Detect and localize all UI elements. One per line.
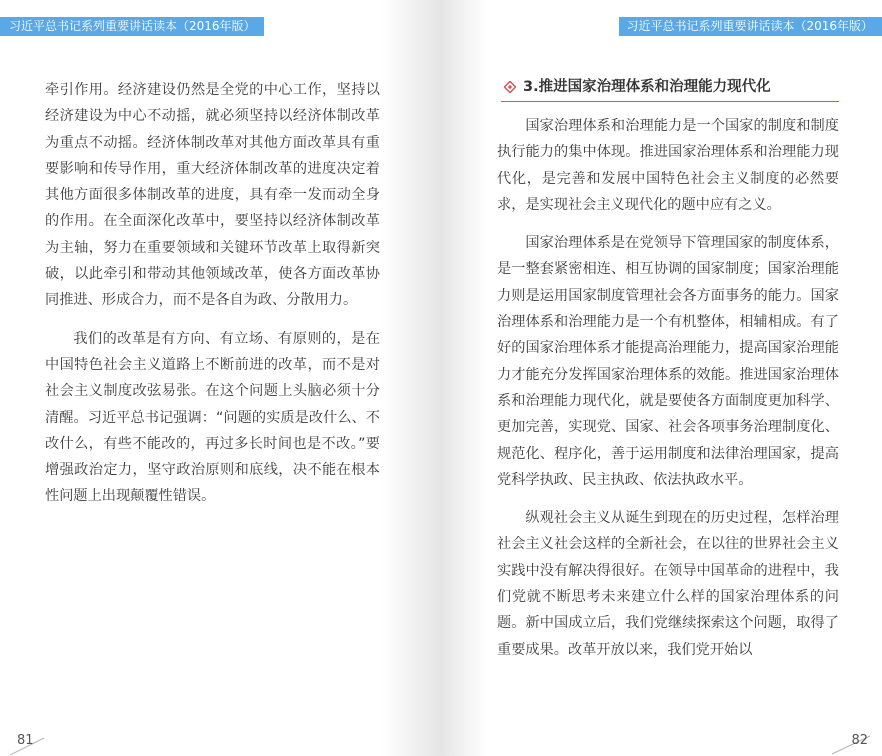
running-header: 习近平总书记系列重要讲话读本（2016年版） [0,17,264,36]
gutter-shadow [441,0,486,756]
running-header: 习近平总书记系列重要讲话读本（2016年版） [619,17,882,36]
section-heading-text: 3.推进国家治理体系和治理能力现代化 [523,79,771,95]
right-page [441,0,882,756]
page-number: 81 [17,733,34,748]
left-body-text [45,77,380,522]
paragraph: 国家治理体系是在党领导下管理国家的制度体系，是一整套紧密相连、相互协调的国家制度；国家治理能力则是运用国家制度管理社会各方面事务的能力。国家治理体系和治理能力是一个有机整体，相辅相成。有了好的国家治理体系才能提高治理能力，提高国家治理能力才能充分发挥国家治理体系的效能。推进国家治理体系和治理能力现代化，就是要使各方面制度更加科学、更加完善，实现党、国家、社会各项事务治理制度化、规范化、程序化，善于运用制度和法律治理国家，提高党科学执政、民主执政、依法执政水平。 [497,235,839,488]
section-heading [501,77,839,102]
paragraph: 我们的改革是有方向、有立场、有原则的，是在中国特色社会主义道路上不断前进的改革，而不是对社会主义制度改弦易张。在这个问题上头脑必须十分清醒。习近平总书记强调：“问题的实质是改什么、不改什么，有些不能改的，再过多长时间也是不改。”要增强政治定力，坚守政治原则和底线，决不能在根本性问题上出现颠覆性错误。 [45,330,380,505]
paragraph: 国家治理体系和治理能力是一个国家的制度和制度执行能力的集中体现。推进国家治理体系和治理能力现代化，是完善和发展中国特色社会主义制度的必然要求，是实现社会主义现代化的题中应有之义。 [497,118,839,213]
paragraph: 牵引作用。经济建设仍然是全党的中心工作，坚持以经济建设为中心不动摇，就必须坚持以经济体制改革为重点不动摇。经济体制改革对其他方面改革具有重要影响和传导作用，重大经济体制改革的进度决定着其他方面很多体制改革的进度，具有牵一发而动全身的作用。在全面深化改革中，要坚持以经济体制改革为主轴，努力在重要领域和关键环节改革上取得新突破，以此牵引和带动其他领域改革，使各方面改革协同推进、形成合力，而不是各自为政、分散用力。 [45,82,380,309]
page-number: 82 [851,733,868,748]
right-body-text [497,113,839,675]
paragraph: 纵观社会主义从诞生到现在的历史过程，怎样治理社会主义社会这样的全新社会，在以往的世界社会主义实践中没有解决得很好。在领导中国革命的进程中，我们党就不断思考未来建立什么样的国家治理体系的问题。新中国成立后，我们党继续探索这个问题，取得了重要成果。改革开放以来，我们党开始以 [497,510,839,658]
gutter-shadow [381,0,441,756]
diamond-bullet-icon [504,81,516,93]
